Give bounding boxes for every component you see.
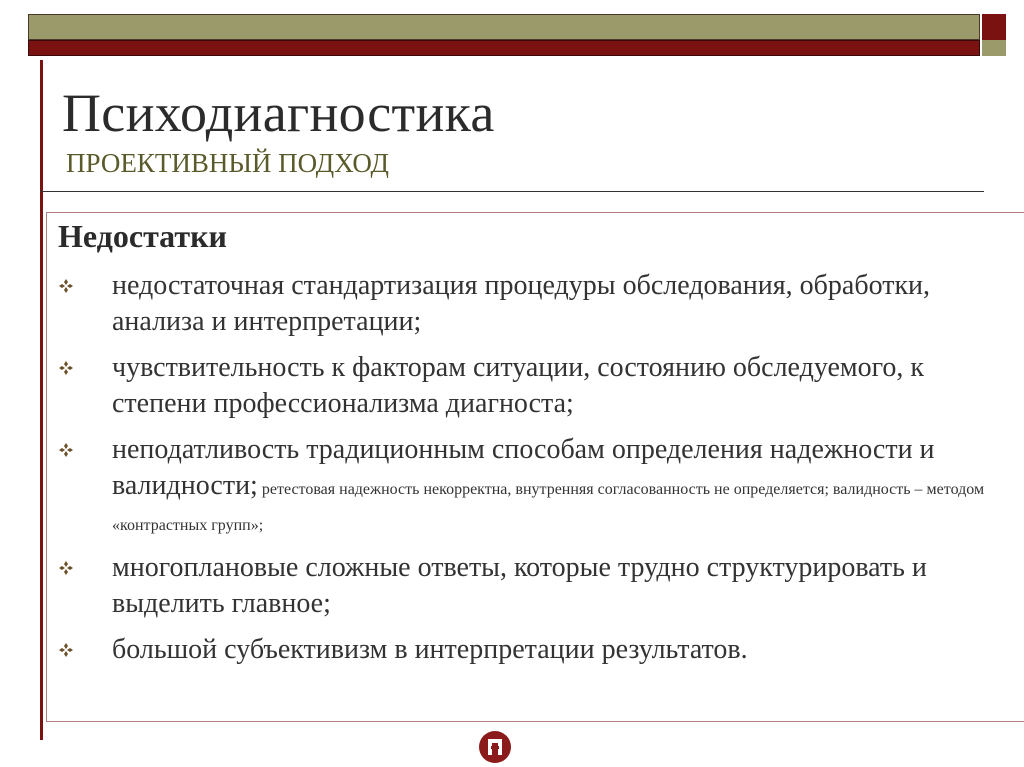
bullet-item (58, 550, 988, 622)
bullet-item (58, 432, 988, 540)
diamond-cluster-icon (58, 360, 74, 376)
diamond-cluster-icon (58, 560, 74, 576)
bullet-text: неподатливость традиционным способам определения надежности и валидности; (112, 434, 935, 501)
top-decor-band (28, 14, 980, 40)
slide-title: Психодиагностика (62, 83, 495, 143)
bullet-text: чувствительность к факторам ситуации, состоянию обследуемого, к степени профессионализма диагноста; (112, 352, 925, 419)
corner-decor-olive (982, 40, 1006, 56)
bullet-item (58, 632, 988, 668)
site-logo-icon[interactable] (478, 730, 512, 764)
slide-subtitle: ПРОЕКТИВНЫЙ ПОДХОД (66, 148, 389, 178)
bullet-note: ретестовая надежность некорректна, внутренняя согласованность не определяется; валидность – методом «контрастных групп»; (112, 481, 985, 534)
bullet-item (58, 350, 988, 422)
left-decor-rule (40, 60, 43, 740)
top-decor-line (28, 40, 980, 56)
bullet-item (58, 268, 988, 340)
diamond-cluster-icon (58, 642, 74, 658)
corner-decor-red (982, 14, 1006, 40)
bullet-text: многоплановые сложные ответы, которые трудно структурировать и выделить главное; (112, 552, 927, 619)
section-heading: Недостатки (58, 218, 227, 254)
diamond-cluster-icon (58, 278, 74, 294)
bullet-text: недостаточная стандартизация процедуры обследования, обработки, анализа и интерпретации; (112, 270, 931, 337)
title-divider (40, 191, 984, 192)
diamond-cluster-icon (58, 442, 74, 458)
bullet-list (58, 268, 988, 678)
bullet-text: большой субъективизм в интерпретации результатов. (112, 634, 748, 665)
